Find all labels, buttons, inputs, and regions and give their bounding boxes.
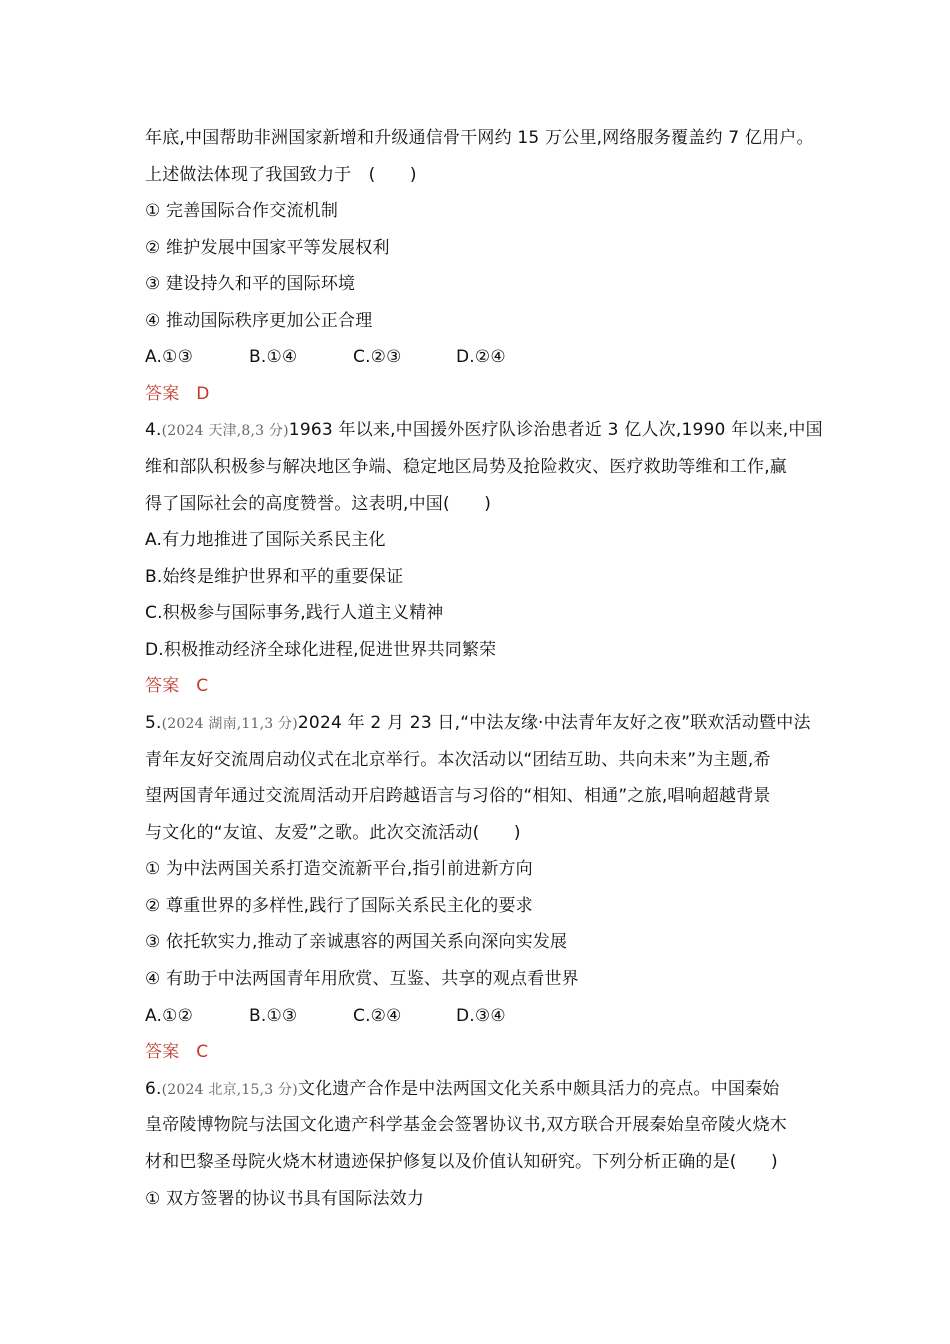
q3-item-2: ② 维护发展中国家平等发展权利 (145, 238, 390, 258)
stem-text: 2024 年 2 月 23 日,“中法友缘·中法青年友好之夜”联欢活动暨中法 (297, 713, 811, 733)
q4-option-c: C.积极参与国际事务,践行人道主义精神 (145, 603, 444, 623)
q5-option-b: B.①③ (249, 1006, 298, 1026)
q3-stem-line-2: 上述做法体现了我国致力于 ( ) (145, 165, 417, 185)
q3-option-d: D.②④ (456, 347, 506, 367)
question-source: (2024 湖南,11,3 分) (161, 716, 298, 732)
q5-item-3: ③ 依托软实力,推动了亲诚惠容的两国关系向深向实发展 (145, 932, 568, 952)
q5-options (145, 1004, 506, 1028)
answer-label: 答案 (145, 384, 180, 404)
q5-stem-line-2: 青年友好交流周启动仪式在北京举行。本次活动以“团结互助、共向未来”为主题,希 (145, 750, 771, 770)
answer-label: 答案 (145, 1042, 180, 1062)
q6-stem-line-2: 皇帝陵博物院与法国文化遗产科学基金会签署协议书,双方联合开展秦始皇帝陵火烧木 (145, 1115, 788, 1135)
answer-value: D (196, 384, 210, 404)
q4-option-d: D.积极推动经济全球化进程,促进世界共同繁荣 (145, 640, 497, 660)
q5-option-c: C.②④ (353, 1006, 402, 1026)
question-source: (2024 北京,15,3 分) (161, 1082, 298, 1098)
stem-text: 文化遗产合作是中法两国文化关系中颇具活力的亮点。中国秦始 (297, 1079, 780, 1099)
q3-item-4: ④ 推动国际秩序更加公正合理 (145, 311, 373, 331)
q3-option-b: B.①④ (249, 347, 298, 367)
answer-value: C (196, 676, 209, 696)
q5-option-a: A.①② (145, 1006, 194, 1026)
q3-options (145, 345, 506, 369)
q4-answer (145, 674, 208, 698)
q3-option-c: C.②③ (353, 347, 402, 367)
question-source: (2024 天津,8,3 分) (161, 423, 289, 439)
q4-stem-line-2: 维和部队积极参与解决地区争端、稳定地区局势及抢险救灾、医疗救助等维和工作,赢 (145, 457, 788, 477)
q5-stem-line-4: 与文化的“友谊、友爱”之歌。此次交流活动( ) (145, 823, 521, 843)
question-number: 5. (145, 713, 162, 733)
answer-label: 答案 (145, 676, 180, 696)
q4-option-b: B.始终是维护世界和平的重要保证 (145, 567, 404, 587)
q4-stem-line-3: 得了国际社会的高度赞誉。这表明,中国( ) (145, 494, 492, 514)
q4-stem-line-1 (145, 418, 823, 442)
q5-answer (145, 1040, 208, 1064)
question-number: 6. (145, 1079, 162, 1099)
q3-answer (145, 382, 210, 406)
answer-value: C (196, 1042, 209, 1062)
q5-stem-line-3: 望两国青年通过交流周活动开启跨越语言与习俗的“相知、相通”之旅,唱响超越背景 (145, 786, 771, 806)
question-number: 4. (145, 420, 162, 440)
q4-option-a: A.有力地推进了国际关系民主化 (145, 530, 386, 550)
q5-item-4: ④ 有助于中法两国青年用欣赏、互鉴、共享的观点看世界 (145, 969, 579, 989)
q3-stem-line-1: 年底,中国帮助非洲国家新增和升级通信骨干网约 15 万公里,网络服务覆盖约 7 亿用户。 (145, 128, 814, 148)
q5-item-2: ② 尊重世界的多样性,践行了国际关系民主化的要求 (145, 896, 533, 916)
stem-text: 1963 年以来,中国援外医疗队诊治患者近 3 亿人次,1990 年以来,中国 (288, 420, 823, 440)
q6-stem-line-1 (145, 1077, 780, 1101)
q3-item-1: ① 完善国际合作交流机制 (145, 201, 339, 221)
q6-item-1: ① 双方签署的协议书具有国际法效力 (145, 1189, 425, 1209)
q5-stem-line-1 (145, 711, 811, 735)
q5-option-d: D.③④ (456, 1006, 506, 1026)
q6-stem-line-3: 材和巴黎圣母院火烧木材遗迹保护修复以及价值认知研究。下列分析正确的是( ) (145, 1152, 778, 1172)
q3-item-3: ③ 建设持久和平的国际环境 (145, 274, 356, 294)
q3-option-a: A.①③ (145, 347, 194, 367)
q5-item-1: ① 为中法两国关系打造交流新平台,指引前进新方向 (145, 859, 533, 879)
